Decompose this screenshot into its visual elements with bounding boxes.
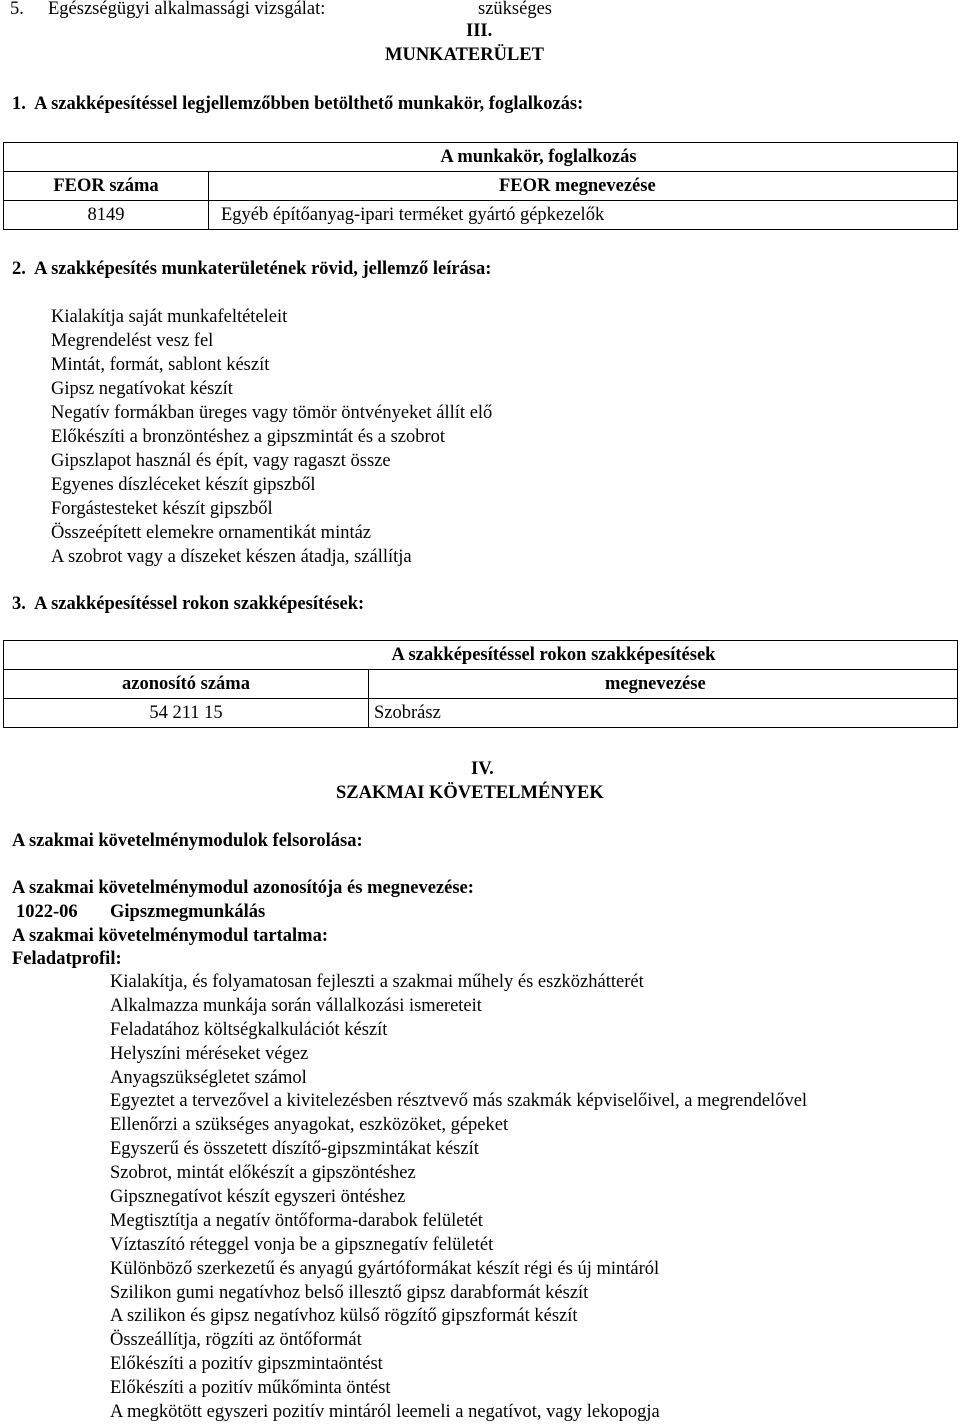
feor-table-col-row [4, 172, 958, 201]
related-id: 54 211 15 [4, 699, 369, 728]
related-col-name: megnevezése [369, 670, 958, 699]
list-item: Kialakítja, és folyamatosan fejleszti a szakmai műhely és eszközhátterét [110, 972, 644, 992]
feor-col-name: FEOR megnevezése [209, 172, 958, 201]
list-item: Szilikon gumi negatívhoz belső illesztő gipsz darabformát készít [110, 1282, 589, 1303]
module-content-label: A szakmai követelménymodul tartalma: [12, 926, 329, 946]
list-item: A szobrot vagy a díszeket készen átadja, szállítja [51, 547, 412, 567]
s3-heading: 3. A szakképesítéssel rokon szakképesítések: [12, 594, 365, 614]
task-list [110, 971, 807, 1425]
list-item: Egyeztet a tervezővel a kivitelezésben résztvevő más szakmák képviselőivel, a megrendelővel [110, 1091, 808, 1112]
related-table-header-row [4, 641, 958, 670]
list-item: A megkötött egyszeri pozitív mintáról leemeli a negatívot, vagy lekopogja [110, 1402, 660, 1423]
list-item: Gipsznegatívot készít egyszeri öntéshez [110, 1187, 406, 1208]
feor-name: Egyéb építőanyag-ipari terméket gyártó gépkezelők [209, 201, 958, 230]
s2-list [51, 305, 492, 569]
list-item: Gipsz negatívokat készít [51, 379, 233, 399]
list-item: Összeépített elemekre ornamentikát mintáz [51, 523, 372, 543]
list-item: Anyagszükségletet számol [110, 1067, 307, 1088]
table-row [4, 699, 958, 728]
module-name: Gipszmegmunkálás [110, 902, 266, 922]
section-number: III. [466, 21, 493, 41]
section-iv-number: IV. [471, 759, 494, 779]
list-item: Forgástesteket készít gipszből [51, 499, 273, 519]
list-item: Megtisztítja a negatív öntőforma-darabok felületét [110, 1210, 483, 1231]
item5-label: Egészségügyi alkalmassági vizsgálat: [48, 0, 326, 19]
list-item: Előkészíti a pozitív műkőminta öntést [110, 1378, 391, 1399]
related-name: Szobrász [369, 699, 958, 728]
list-item: Helyszíni méréseket végez [110, 1043, 309, 1064]
feor-table-header-row [4, 143, 958, 172]
profile-label: Feladatprofil: [12, 949, 122, 969]
list-item: A szilikon és gipsz negatívhoz külső rögzítő gipszformát készít [110, 1306, 578, 1327]
list-item: Víztaszító réteggel vonja be a gipsznegatív felületét [110, 1234, 494, 1255]
related-table-header: A szakképesítéssel rokon szakképesítések [4, 641, 958, 670]
list-item: Különböző szerkezetű és anyagú gyártóformákat készít régi és új mintáról [110, 1258, 660, 1279]
list-item: Szobrot, mintát előkészít a gipszöntéshez [110, 1163, 416, 1184]
list-item: Alkalmazza munkája során vállalkozási ismereteit [110, 995, 482, 1016]
item5-number: 5. [10, 0, 24, 19]
module-id-label: A szakmai követelménymodul azonosítója és megnevezése: [12, 878, 474, 898]
module-code: 1022-06 [16, 902, 78, 922]
s2-heading: 2. A szakképesítés munkaterületének rövid, jellemző leírása: [12, 259, 492, 279]
modules-list-label: A szakmai követelménymodulok felsorolása: [12, 831, 363, 851]
list-item: Mintát, formát, sablont készít [51, 355, 270, 375]
list-item: Előkészíti a bronzöntéshez a gipszmintát és a szobrot [51, 427, 446, 447]
list-item: Ellenőrzi a szükséges anyagokat, eszközöket, gépeket [110, 1115, 509, 1136]
related-col-id: azonosító száma [4, 670, 369, 699]
list-item: Megrendelést vesz fel [51, 331, 214, 351]
list-item: Kialakítja saját munkafeltételeit [51, 307, 288, 327]
section-iv-title: SZAKMAI KÖVETELMÉNYEK [336, 783, 604, 803]
list-item: Gipszlapot használ és épít, vagy ragaszt össze [51, 451, 391, 471]
feor-table-header: A munkakör, foglalkozás [4, 143, 958, 172]
list-item: Negatív formákban üreges vagy tömör öntvényeket állít elő [51, 403, 493, 423]
list-item: Előkészíti a pozitív gipszmintaöntést [110, 1354, 383, 1375]
table-row [4, 201, 958, 230]
list-item: Egyszerű és összetett díszítő-gipszmintákat készít [110, 1139, 479, 1160]
feor-table [3, 142, 958, 230]
related-table-col-row [4, 670, 958, 699]
s1-heading: 1. A szakképesítéssel legjellemzőbben betölthető munkakör, foglalkozás: [12, 94, 584, 114]
list-item: Egyenes díszléceket készít gipszből [51, 475, 316, 495]
related-table [3, 640, 958, 728]
list-item: Feladatához költségkalkulációt készít [110, 1019, 388, 1040]
feor-code: 8149 [4, 201, 209, 230]
list-item: Összeállítja, rögzíti az öntőformát [110, 1330, 362, 1351]
item5-value: szükséges [478, 0, 552, 19]
feor-col-code: FEOR száma [4, 172, 209, 201]
section-title: MUNKATERÜLET [385, 45, 544, 65]
